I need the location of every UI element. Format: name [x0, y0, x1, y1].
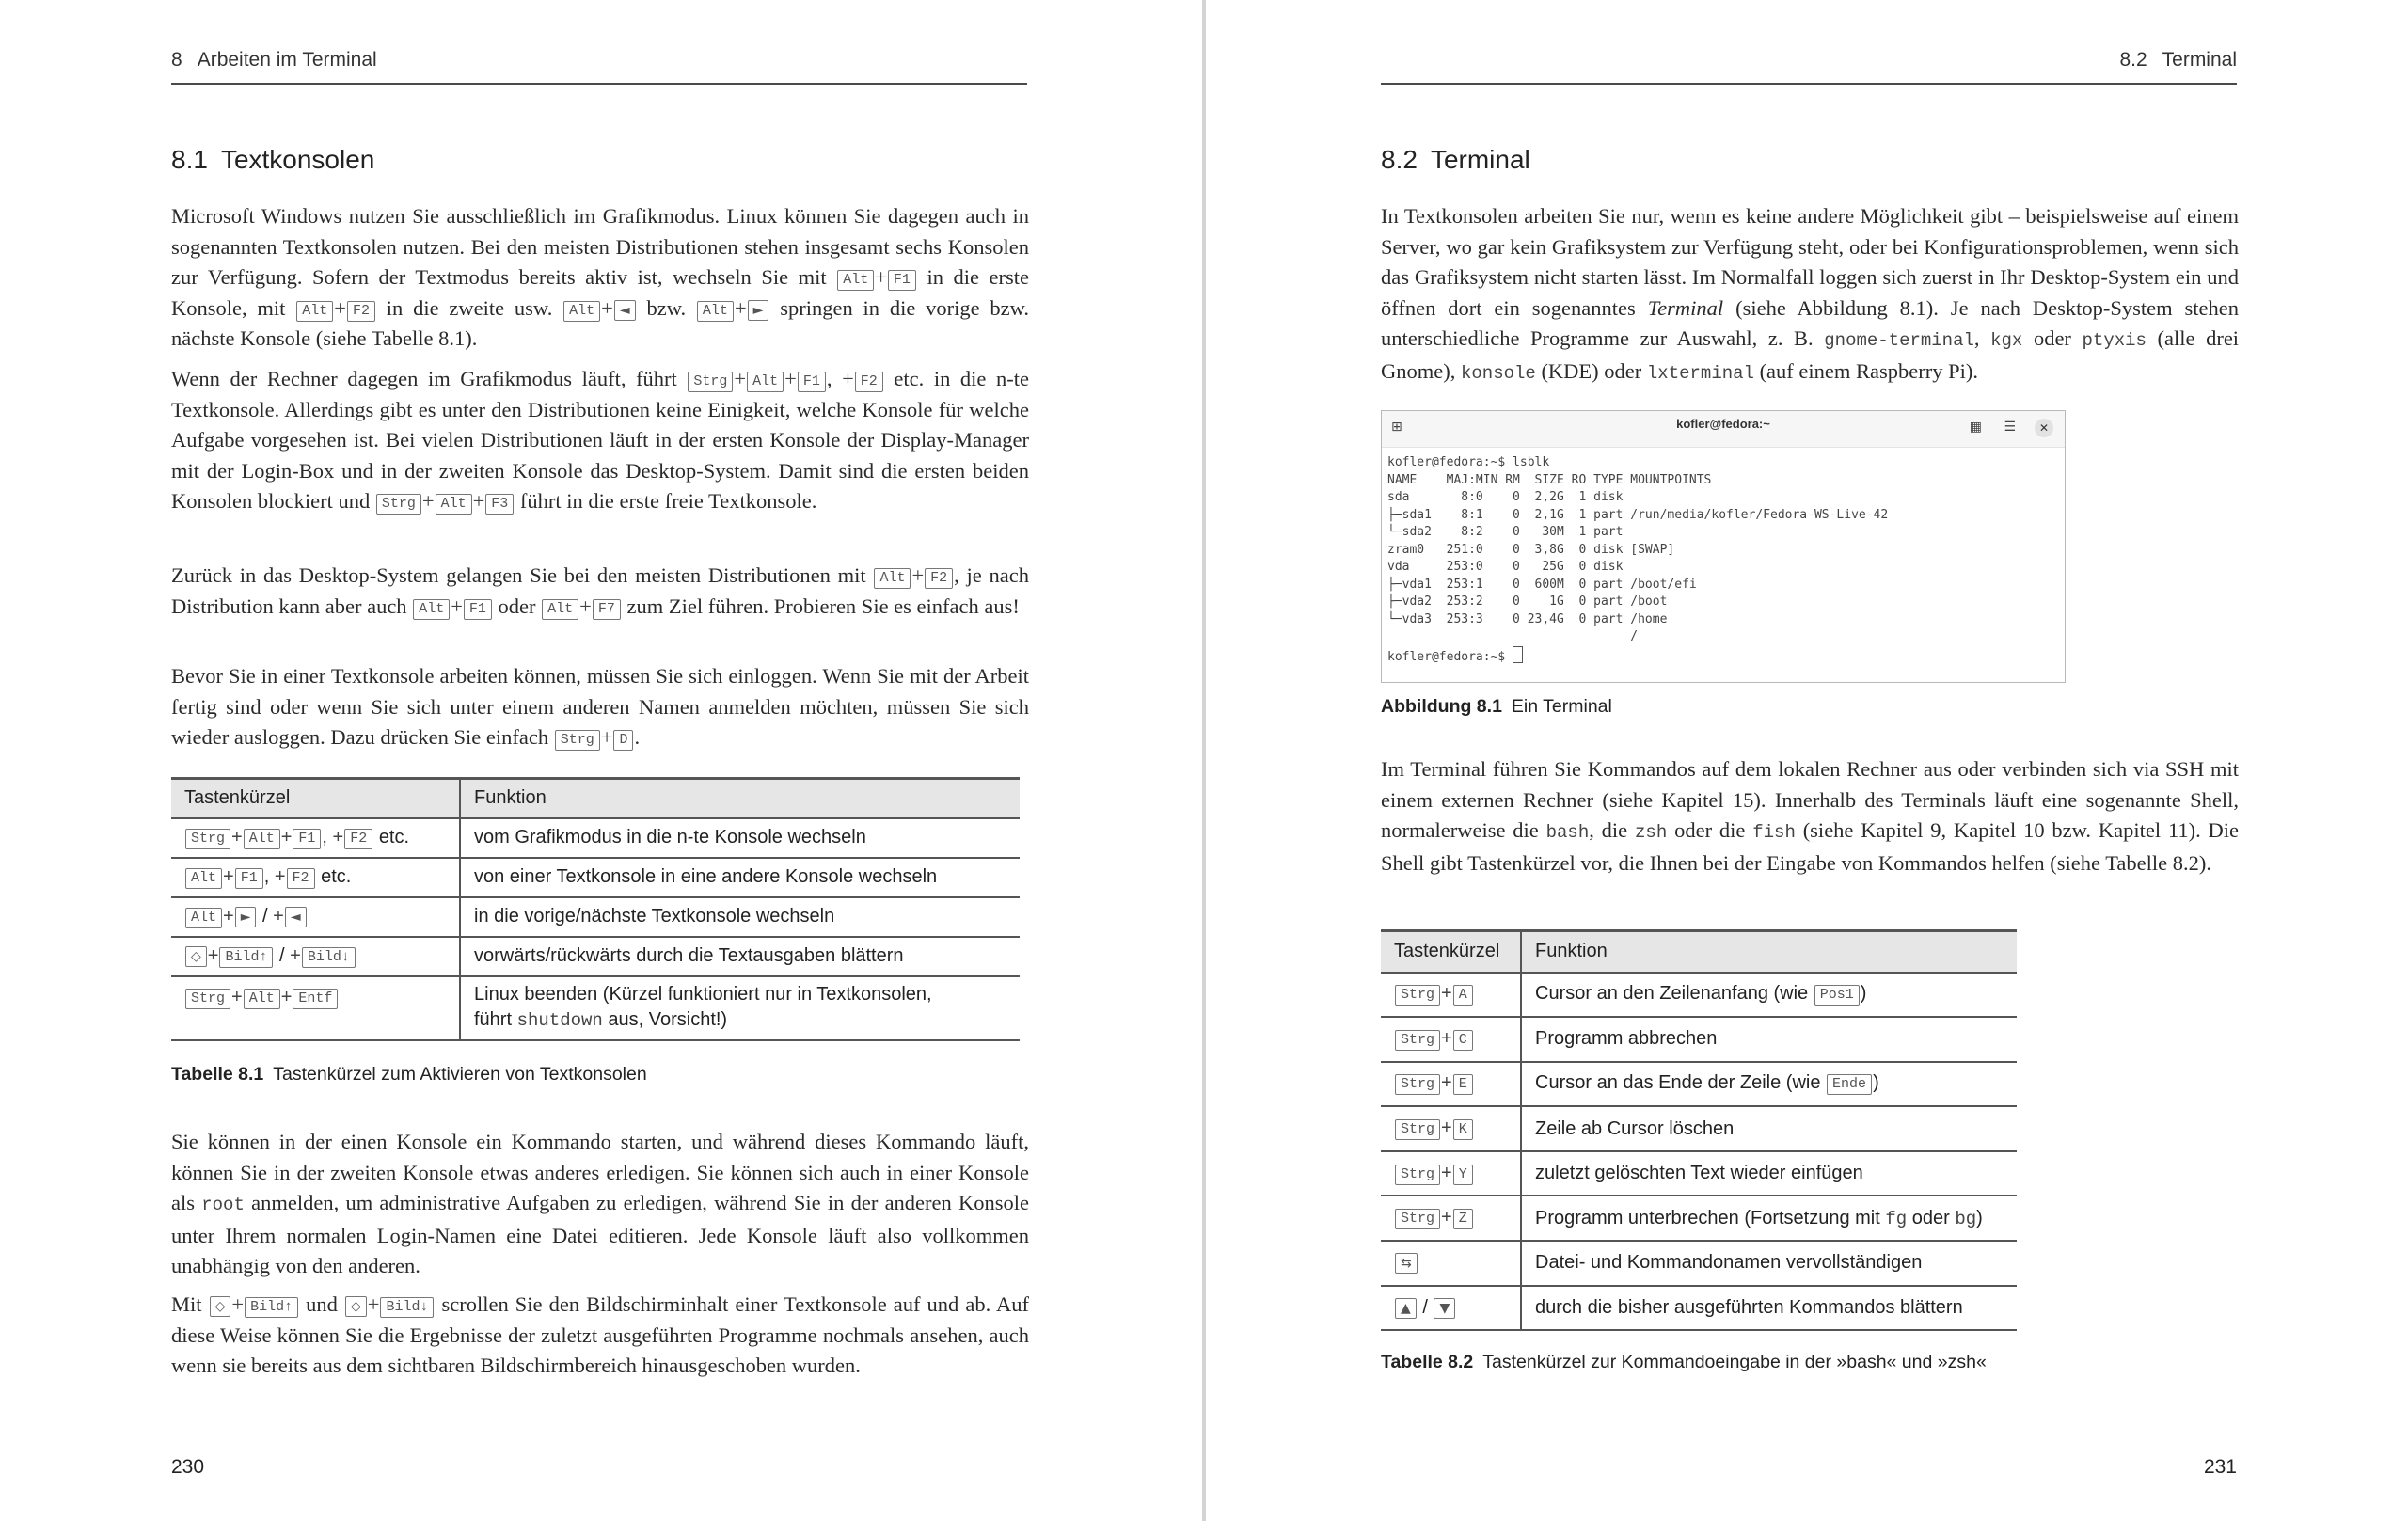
table-caption: Tabelle 8.1 Tastenkürzel zum Aktivieren von Textkonsolen	[171, 1064, 647, 1085]
table-row	[1381, 1151, 2017, 1196]
alt-key: Alt	[296, 301, 333, 322]
paragraph-1: In Textkonsolen arbeiten Sie nur, wenn es keine andere Möglichkeit gibt – beispielsweise auf einem Server, wo gar kein Grafiksystem zur Verfügung steht, oder bei Konfigurationsproblemen, wenn sich das Grafiksystem nicht starten lässt. Im Normalfall loggen sich zuerst in Ihr Desktop-System ein und öffnen dort ein sogenanntes Terminal (siehe Abbildung 8.1). Je nach Desktop-System stehen unterschiedliche Programme zur Auswahl, z. B. gnome-terminal, kgx oder ptyxis (alle drei Gnome), konsole (KDE) oder lxterminal (auf einem Raspberry Pi).	[1381, 204, 2240, 384]
paragraph-6: Mit ◇ + Bild↑ und ◇ + Bild↓ scrollen Sie den Bildschirminhalt einer Textkonsole auf und ab. Auf diese Weise können Sie die Ergebnisse der zuletzt ausgeführten Programme nochmals ansehen, auch wenn sie bereits aus dem sichtbaren Bildschirmbereich hinausgeschoben wurden.	[171, 1292, 1030, 1377]
running-head	[171, 49, 1027, 85]
page-number: 231	[2203, 1456, 2237, 1478]
alt-key: Alt	[747, 372, 784, 392]
shortcut-cell: ◇ + Bild↑ / + Bild↓	[171, 937, 460, 976]
table-row	[1381, 1017, 2017, 1062]
paragraph-4: Bevor Sie in einer Textkonsole arbeiten können, müssen Sie sich einloggen. Wenn Sie mit der Arbeit fertig sind oder wenn Sie sich unter einem anderen Namen anmelden möchten, müssen Sie sich wieder ausloggen. Dazu drücken Sie einfach Strg + D .	[171, 664, 1029, 749]
figure-caption: Abbildung 8.1 Ein Terminal	[1381, 696, 1612, 717]
function-cell: durch die bisher ausgeführten Kommandos blättern	[1521, 1286, 2017, 1331]
paragraph-5: Sie können in der einen Konsole ein Kommando starten, und während dieses Kommando läuft, können Sie in der zweiten Konsole etwas anderes erledigen. Sie können sich auch in einer Konsole als root anmelden, um administrative Aufgaben zu erledigen, während Sie in der anderen Konsole unter Ihrem normalen Login-Namen eine Datei editieren. Jede Konsole läuft also vollkommen unabhängig von den anderen.	[171, 1130, 1030, 1277]
strg-key: Strg	[555, 730, 600, 751]
d-key: D	[613, 730, 633, 751]
up-arrow-key: ▲	[1395, 1298, 1417, 1319]
f2-key: F2	[855, 372, 883, 392]
f1-key: F1	[888, 270, 916, 291]
running-head-number: 8.2	[2119, 49, 2147, 71]
table-row	[1381, 1196, 2017, 1241]
section-title: 8.1 Textkonsolen	[171, 145, 375, 174]
table-row	[1381, 1286, 2017, 1331]
running-head-title: Terminal	[2162, 49, 2237, 71]
column-header: Tastenkürzel	[1381, 931, 1521, 973]
terminal-screenshot	[1381, 410, 2066, 683]
running-head-number: 8	[171, 49, 182, 71]
shortcut-cell: ▲ / ▼	[1381, 1286, 1521, 1331]
shortcut-cell: Strg + Alt + Entf	[171, 976, 460, 1040]
column-header: Tastenkürzel	[171, 779, 460, 818]
alt-key: Alt	[837, 270, 874, 291]
f2-key: F2	[347, 301, 375, 322]
function-cell: Programm abbrechen	[1521, 1017, 2017, 1062]
f7-key: F7	[593, 599, 621, 620]
shortcut-cell: Strg + A	[1381, 973, 1521, 1018]
shortcut-cell: Strg + C	[1381, 1017, 1521, 1062]
function-cell: von einer Textkonsole in eine andere Konsole wechseln	[460, 858, 1020, 897]
function-cell: Cursor an den Zeilenanfang (wie Pos1 )	[1521, 973, 2017, 1018]
right-arrow-key: ►	[748, 300, 769, 321]
paragraph-2: Im Terminal führen Sie Kommandos auf dem lokalen Rechner aus oder verbinden sich via SSH mit einem externen Rechner (siehe Kapitel 15). Innerhalb des Terminals läuft eine sogenannte Shell, normalerweise die bash, die zsh oder die fish (siehe Kapitel 9, Kapitel 10 bzw. Kapitel 11). Die Shell gibt Tastenkürzel vor, die Ihnen bei der Eingabe von Kommandos helfen (siehe Tabelle 8.2).	[1381, 757, 2240, 875]
right-page	[1206, 0, 2408, 1521]
alt-key: Alt	[542, 599, 578, 620]
function-cell: Programm unterbrechen (Fortsetzung mit fg oder bg)	[1521, 1196, 2017, 1241]
alt-key: Alt	[413, 599, 450, 620]
table-8-1	[171, 777, 1020, 1041]
function-cell: in die vorige/nächste Textkonsole wechseln	[460, 897, 1020, 937]
f1-key: F1	[464, 599, 492, 620]
shortcut-cell: Alt + F1 , + F2 etc.	[171, 858, 460, 897]
f1-key: F1	[798, 372, 826, 392]
paragraph-2: Wenn der Rechner dagegen im Grafikmodus läuft, führt Strg + Alt + F1 , + F2 etc. in die n-te Textkonsole. Allerdings gibt es unter den Distributionen keine Einigkeit, welche Konsole für welche Aufgabe vorgesehen ist. Bei vielen Distributionen läuft in der ersten Konsole der Display-Manager mit der Login-Box und in der zweiten Konsole das Desktop-System. Damit sind die ersten beiden Konsolen blockiert und Strg + Alt + F3 führt in die erste freie Textkonsole.	[171, 367, 1029, 513]
terminal-titlebar	[1382, 411, 2065, 448]
shortcut-cell: Strg + Y	[1381, 1151, 1521, 1196]
table-8-2	[1381, 929, 2017, 1331]
table-row	[171, 897, 1020, 937]
grid-icon: ▦	[1969, 420, 1982, 435]
terminal-title: kofler@fedora:~	[1676, 417, 1770, 431]
table-caption: Tabelle 8.2 Tastenkürzel zur Kommandoeingabe in der »bash« und »zsh«	[1381, 1352, 1987, 1372]
shortcut-cell: Strg + E	[1381, 1062, 1521, 1107]
left-page	[0, 0, 1202, 1521]
f3-key: F3	[485, 494, 514, 515]
function-cell: Cursor an das Ende der Zeile (wie Ende )	[1521, 1062, 2017, 1107]
function-cell: Zeile ab Cursor löschen	[1521, 1106, 2017, 1151]
terminal-output: kofler@fedora:~$ lsblk NAME MAJ:MIN RM SIZE RO TYPE MOUNTPOINTS sda 8:0 0 2,2G 1 disk ├─sda1 8:1 0 2,1G 1 part /run/media/kofler/Fedora-WS-Live-42 └─sda2 8:2 0 30M 1 part zram0 251:0 0 3,8G 0 disk [SWAP] vda 253:0 0 25G 0 disk ├─vda1 253:1 0 600M 0 part /boot/efi ├─vda2 253:2 0 1G 0 part /boot └─vda3 253:3 0 23,4G 0 part /home / kofler@fedora:~$	[1387, 455, 1889, 664]
shortcut-cell: Alt + ► / + ◄	[171, 897, 460, 937]
paragraph-3: Zurück in das Desktop-System gelangen Sie bei den meisten Distributionen mit Alt + F2 , je nach Distribution kann aber auch Alt + F1 oder Alt + F7 zum Ziel führen. Probieren Sie es einfach aus!	[171, 563, 1030, 618]
strg-key: Strg	[688, 372, 733, 392]
table-header-row	[1381, 931, 2017, 973]
strg-key: Strg	[376, 494, 421, 515]
shortcut-cell	[1381, 1241, 1521, 1286]
alt-key: Alt	[436, 494, 472, 515]
function-cell: Datei- und Kommandonamen vervollständigen	[1521, 1241, 2017, 1286]
shortcut-cell: Strg + K	[1381, 1106, 1521, 1151]
paragraph-1: Microsoft Windows nutzen Sie ausschließlich im Grafikmodus. Linux können Sie dagegen auch in sogenannten Textkonsolen nutzen. Bei den meisten Distributionen stehen insgesamt sechs Konsolen zur Verfügung. Sofern der Textmodus bereits aktiv ist, wechseln Sie mit Alt + F1 in die erste Konsole, mit Alt + F2 in die zweite usw. Alt + ◄ bzw. Alt + ► springen in die vorige bzw. nächste Konsole (siehe Tabelle 8.1).	[171, 204, 1030, 350]
function-cell: vorwärts/rückwärts durch die Textausgaben blättern	[460, 937, 1020, 976]
running-head-title: Arbeiten im Terminal	[197, 49, 377, 71]
table-row	[171, 937, 1020, 976]
table-row	[1381, 973, 2017, 1018]
alt-key: Alt	[563, 301, 600, 322]
function-cell: Linux beenden (Kürzel funktioniert nur in Textkonsolen, führt shutdown aus, Vorsicht!)	[460, 976, 1020, 1040]
function-cell: vom Grafikmodus in die n-te Konsole wechseln	[460, 818, 1020, 858]
f2-key: F2	[925, 568, 953, 589]
shortcut-cell: Strg + Z	[1381, 1196, 1521, 1241]
menu-icon: ☰	[2004, 420, 2016, 435]
tab-key: ⇆	[1395, 1253, 1418, 1274]
alt-key: Alt	[874, 568, 911, 589]
section-title: 8.2 Terminal	[1381, 145, 1530, 174]
table-row	[1381, 1241, 2017, 1286]
terminal-cursor	[1513, 646, 1523, 663]
function-cell: zuletzt gelöschten Text wieder einfügen	[1521, 1151, 2017, 1196]
column-header: Funktion	[460, 779, 1020, 818]
shift-key: ◇	[185, 946, 207, 967]
new-tab-icon: ⊞	[1391, 420, 1402, 435]
column-header: Funktion	[1521, 931, 2017, 973]
table-row	[171, 976, 1020, 1040]
table-row	[1381, 1106, 2017, 1151]
table-row	[1381, 1062, 2017, 1107]
section-heading	[171, 145, 1029, 175]
alt-key: Alt	[697, 301, 734, 322]
left-arrow-key: ◄	[614, 300, 636, 321]
running-head	[1381, 49, 2237, 85]
close-icon: ✕	[2035, 419, 2053, 437]
section-heading	[1381, 145, 2239, 175]
shortcut-cell: Strg + Alt + F1 , + F2 etc.	[171, 818, 460, 858]
page-number: 230	[171, 1456, 205, 1478]
table-header-row	[171, 779, 1020, 818]
down-arrow-key: ▼	[1434, 1298, 1455, 1319]
table-row	[171, 858, 1020, 897]
table-row	[171, 818, 1020, 858]
